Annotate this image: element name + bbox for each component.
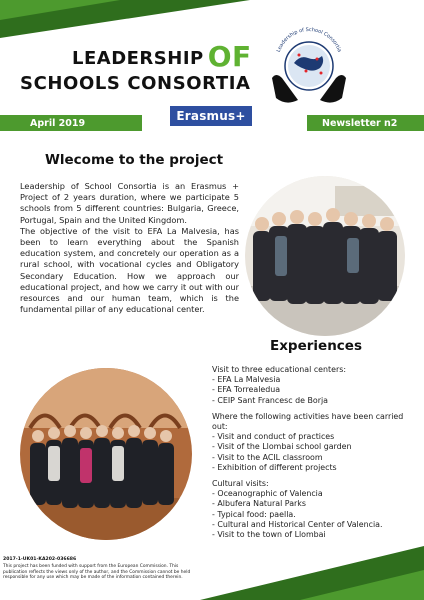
title-of: OF — [207, 40, 252, 73]
experiences-heading: Experiences — [270, 338, 362, 354]
cultural-item: - Oceanographic of Valencia — [212, 489, 323, 499]
visit-item: - EFA La Malvesia — [212, 375, 281, 385]
activity-item: - Exhibition of different projects — [212, 462, 337, 472]
visits-intro: Visit to three educational centers: — [212, 365, 346, 374]
cultural-intro: Cultural visits: — [212, 479, 269, 489]
project-logo — [266, 18, 352, 114]
welcome-body — [20, 181, 239, 315]
group-photo-1 — [245, 176, 405, 336]
group-photo-2 — [20, 368, 192, 540]
experiences-body — [212, 365, 412, 540]
welcome-paragraph-2: The objective of the visit to EFA La Malvesia, has been to learn everything about the Spanish education system, and concretely our operation as a rural school, with vocational cycles and Obligatory Secondary Education. How we approach our educational project, and how we carry it out with our resources and our human team, which is the fundamental pillar of any educational center. — [20, 225, 239, 315]
cultural-item: - Visit to the town of Llombai — [212, 530, 326, 540]
visit-item: - EFA Torrealedua — [212, 385, 281, 395]
corner-decoration-top-left — [0, 0, 424, 40]
activity-item: - Visit of the Llombai school garden — [212, 442, 352, 452]
cultural-item: - Typical food: paella. — [212, 509, 296, 519]
title-leadership: LEADERSHIP — [72, 48, 204, 69]
activity-item: - Visit to the ACIL classroom — [212, 452, 323, 462]
welcome-heading: Wlecome to the project — [45, 152, 224, 168]
title-line-1 — [72, 40, 252, 73]
welcome-paragraph-1: Leadership of School Consortia is an Erasmus + Project of 2 years duration, where we participate 5 schools from 5 different countries: Bulgaria, Greece, Portugal, Spain and the United Kingdom. — [20, 181, 239, 225]
logo-text: Leadership of School Consortia — [275, 26, 343, 54]
cultural-item: - Cultural and Historical Center of Valencia. — [212, 519, 383, 529]
title-line-2: SCHOOLS CONSORTIA — [20, 73, 251, 94]
funding-disclaimer: This project has been funded with support from the European Commission. This publication reflects the views only of the author, and the Commission cannot be held responsible for any use which may be made of the information contained therein. — [3, 564, 191, 581]
project-id: 2017-1-UK01-KA202-036686 — [3, 557, 77, 562]
activities-intro: Where the following activities have been carried out: — [212, 411, 404, 432]
cultural-item: - Albufera Natural Parks — [212, 499, 306, 509]
date-band: April 2019 — [0, 115, 142, 131]
visit-item: - CEIP Sant Francesc de Borja — [212, 395, 328, 405]
erasmus-logo: Erasmus+ — [170, 106, 252, 126]
newsletter-band: Newsletter n2 — [307, 115, 424, 131]
activity-item: - Visit and conduct of practices — [212, 432, 335, 442]
